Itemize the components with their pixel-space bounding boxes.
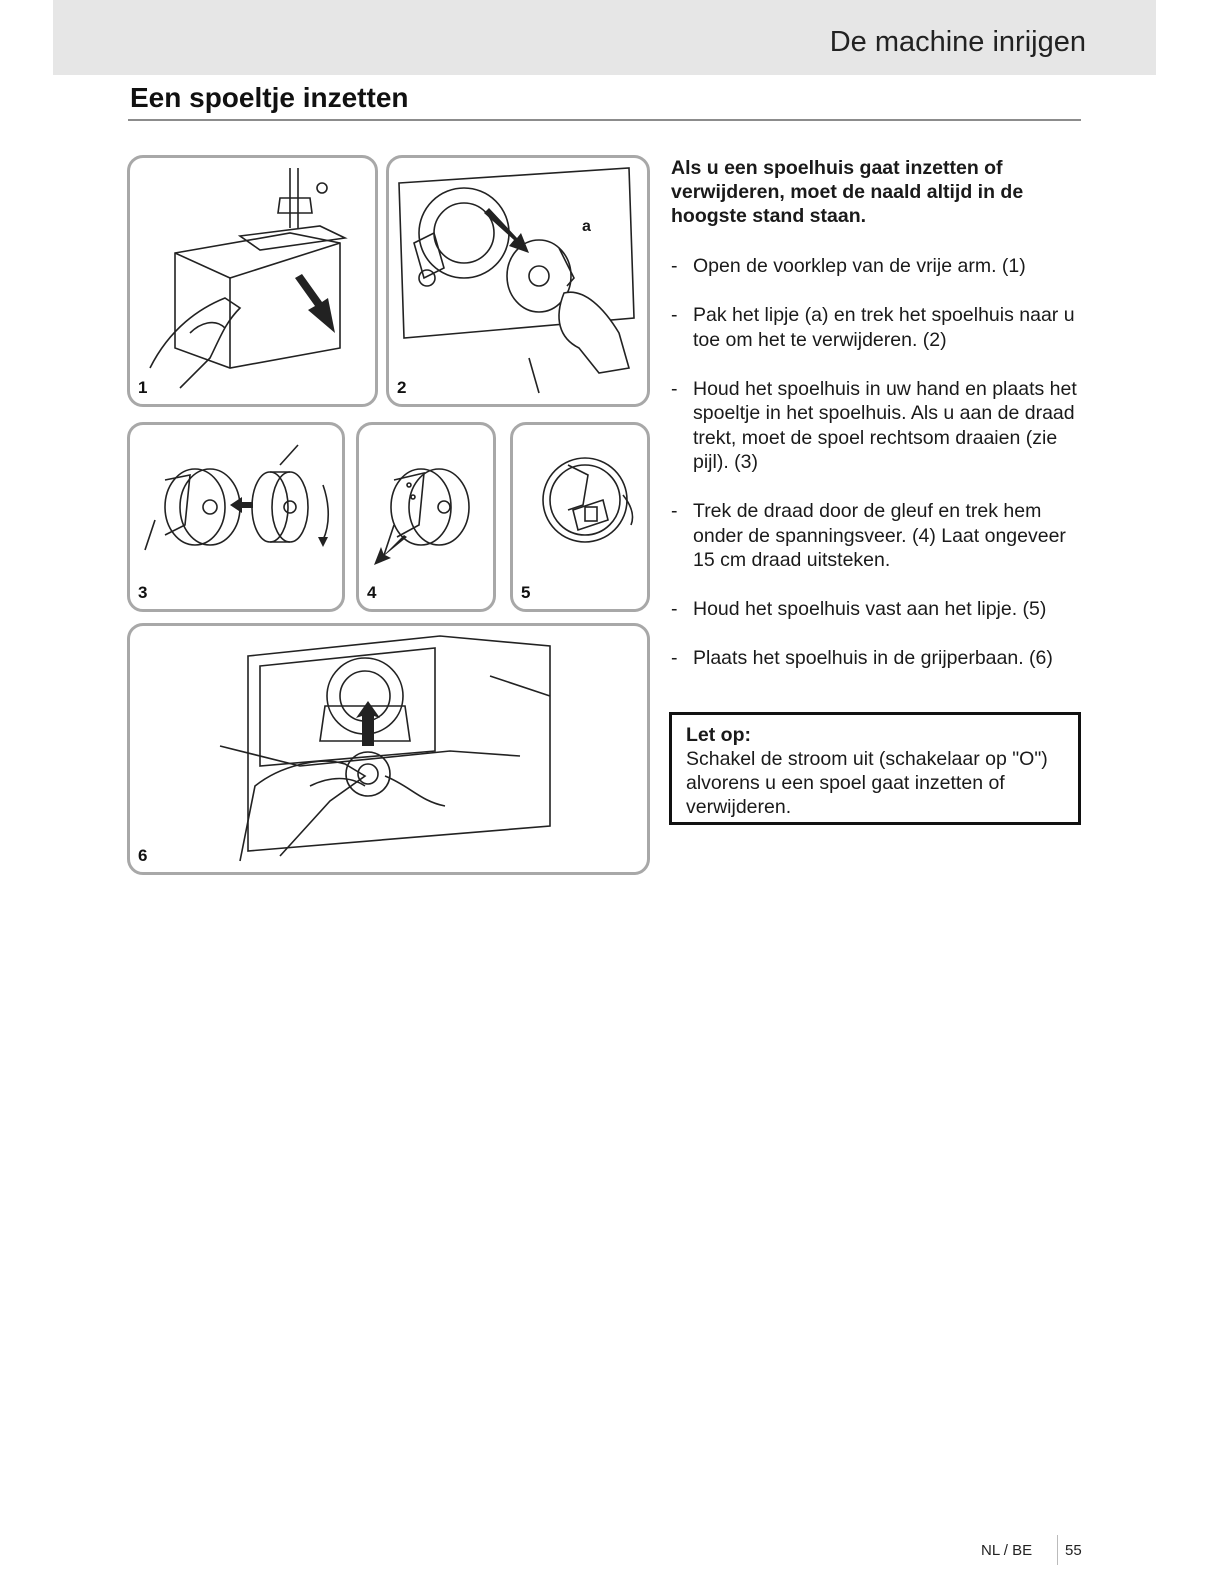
step-text: Plaats het spoelhuis in de grijperbaan. (6) [693, 647, 1053, 669]
step-text: Pak het lipje (a) en trek het spoelhuis naar u toe om het te verwijderen. (2) [693, 304, 1075, 351]
figure-label-2: 2 [397, 378, 407, 397]
step-item [671, 377, 1083, 475]
open-cover-illustration [130, 158, 375, 404]
figure-panel-3 [127, 422, 345, 612]
figure-label-4: 4 [367, 583, 377, 602]
bullet-dash: - [671, 500, 678, 522]
bullet-dash: - [671, 304, 678, 326]
note-title: Let op: [686, 724, 751, 746]
figure-panel-2 [386, 155, 650, 407]
bullet-dash: - [671, 377, 678, 400]
steps-list [671, 254, 1083, 671]
insert-bobbin-illustration [130, 425, 342, 609]
footer-locale: NL / BE [981, 1542, 1033, 1559]
thread-slot-illustration [359, 425, 493, 609]
header-band [53, 0, 1156, 75]
intro-warning: Als u een spoelhuis gaat inzetten of verwijderen, moet de naald altijd in de hoogste stand staan. [671, 157, 1024, 227]
note-body: Schakel de stroom uit (schakelaar op "O") alvorens u een spoel gaat inzetten of verwijderen. [686, 748, 1048, 818]
step-text: Open de voorklep van de vrije arm. (1) [693, 255, 1026, 277]
footer-divider [1057, 1535, 1058, 1565]
step-item [671, 499, 1083, 573]
bullet-dash: - [671, 255, 678, 277]
step-text: Trek de draad door de gleuf en trek hem onder de spanningsveer. (4) Laat ongeveer 15 cm draad uitsteken. [693, 500, 1066, 571]
step-text: Houd het spoelhuis in uw hand en plaats het spoeltje in het spoelhuis. Als u aan de draad trekt, moet de spoel rechtsom draaien (zie pijl). (3) [693, 377, 1077, 473]
figure-panel-6 [127, 623, 650, 875]
figure-label-5: 5 [521, 583, 531, 602]
step-item [671, 597, 1083, 622]
figure-panel-5 [510, 422, 650, 612]
caution-note-box [669, 712, 1081, 825]
hold-latch-illustration [513, 425, 647, 609]
title-divider [128, 119, 1081, 121]
step-item [671, 646, 1083, 671]
figure-label-1: 1 [138, 378, 148, 397]
step-item [671, 254, 1083, 279]
figure-label-6: 6 [138, 846, 148, 865]
figure-label-3: 3 [138, 583, 148, 602]
remove-bobbin-case-illustration [389, 158, 647, 404]
step-text: Houd het spoelhuis vast aan het lipje. (5) [693, 598, 1047, 620]
bullet-dash: - [671, 598, 678, 620]
section-title: Een spoeltje inzetten [130, 82, 409, 113]
page-number: 55 [1065, 1542, 1082, 1559]
chapter-title: De machine inrijgen [829, 26, 1086, 58]
figure-panel-1 [127, 155, 378, 407]
figure-panel-4 [356, 422, 496, 612]
bullet-dash: - [671, 647, 678, 669]
place-bobbin-case-illustration [130, 626, 647, 872]
step-item [671, 303, 1083, 352]
instructions-column [671, 156, 1083, 695]
callout-label-a: a [582, 218, 591, 235]
